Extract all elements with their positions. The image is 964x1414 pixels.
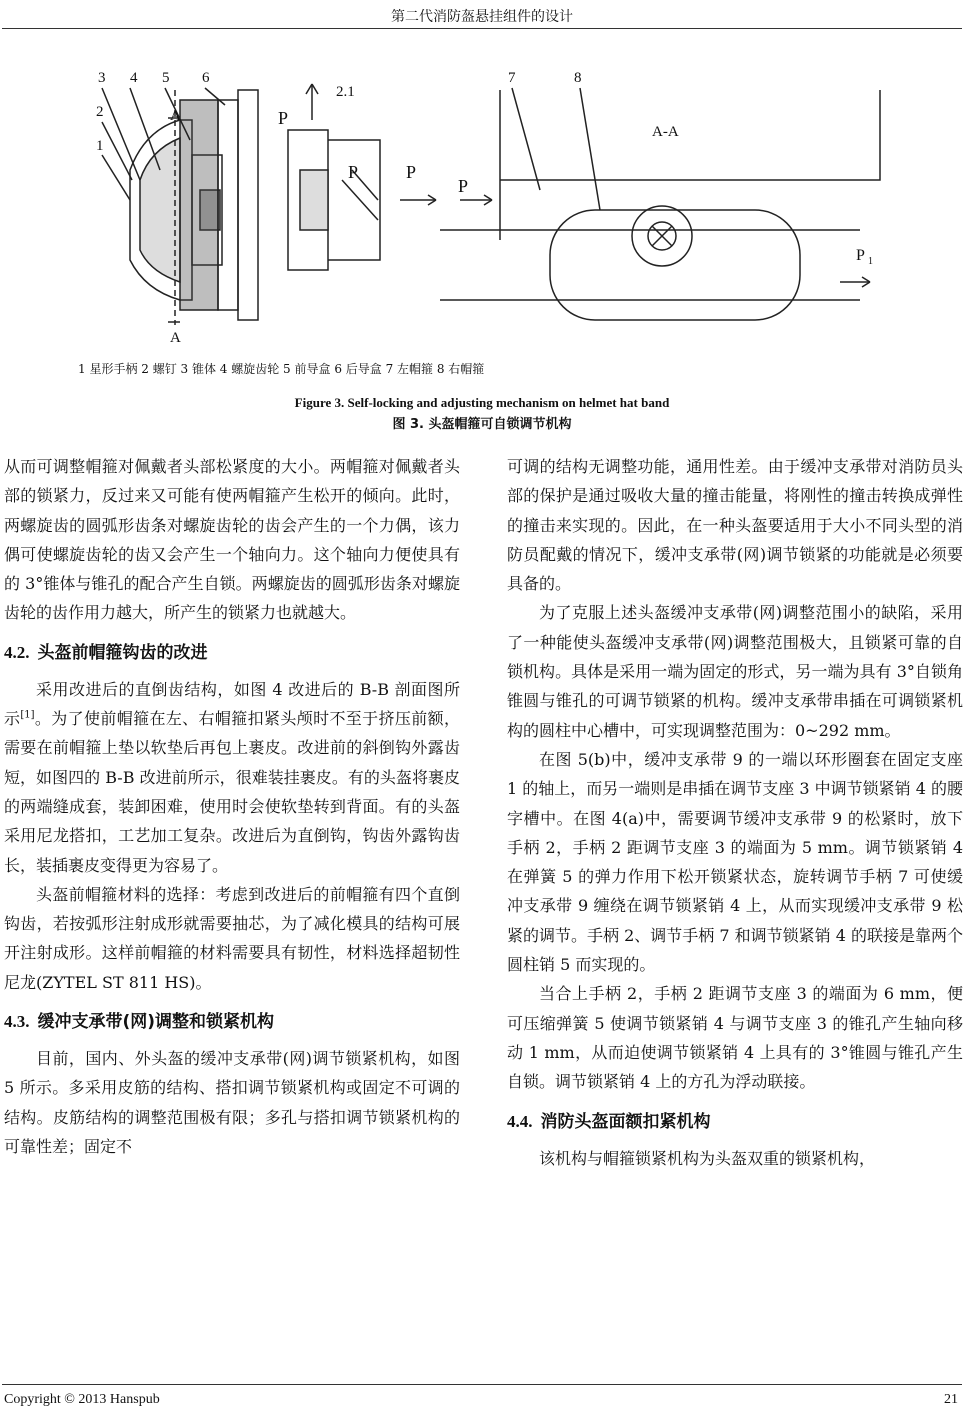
leader-7 <box>512 88 540 190</box>
middle-core <box>300 170 328 230</box>
leader-8 <box>580 88 600 210</box>
arrow-up-head-r <box>312 84 318 94</box>
figure-3 <box>60 60 920 360</box>
paragraph <box>4 675 460 880</box>
arrow-up-head-l <box>306 84 312 94</box>
label-2-1: 2.1 <box>336 84 355 100</box>
label-section-a-bottom: A <box>170 330 181 346</box>
section-heading-4-3 <box>4 1010 460 1034</box>
paragraph: 为了克服上述头盔缓冲支承带(网)调整范围小的缺陷，采用了一种能使头盔缓冲支承带(网)调整范围极大，且锁紧可靠的自锁机构。具体是采用一端为固定的形式，另一端为具有 3°自锁角锥圆与锥孔的可调节锁紧的机构。缓冲支承带串插在可调锁紧机构的圆柱中心槽中，可实现调整范围为：0~292 mm。 <box>507 603 963 740</box>
label-5: 5 <box>162 70 170 86</box>
leader-4 <box>130 88 160 170</box>
force-p-1: P <box>278 108 289 128</box>
force-p1-subscript: 1 <box>868 256 873 267</box>
label-2: 2 <box>96 104 104 120</box>
paragraph: 头盔前帽箍材料的选择：考虑到改进后的前帽箍有四个直倒钩齿，若按弧形注射成形就需要抽芯，为了减化模具的结构可展开注射成形。这样前帽箍的材料需要具有韧性，材料选择超韧性尼龙(ZYTEL ST 811 HS)。 <box>4 884 460 992</box>
section-number: 4.4. <box>507 1111 533 1131</box>
right-column <box>507 452 963 1173</box>
section-heading-4-2 <box>4 641 460 665</box>
header-rule <box>2 28 962 29</box>
left-column <box>4 452 460 1161</box>
label-3: 3 <box>98 70 106 86</box>
page-number: 21 <box>944 1392 958 1407</box>
footer-rule <box>2 1384 962 1385</box>
section-heading-4-4 <box>507 1110 963 1134</box>
copyright: Copyright © 2013 Hanspub <box>4 1392 160 1407</box>
paragraph: 在图 5(b)中，缓冲支承带 9 的一端以环形圈套在固定支座 1 的轴上，而另一端则是串插在调节支座 3 中调节锁紧销 4 的腰字槽中。在图 4(a)中，需要调节缓冲支承带 9 的松紧时，放下手柄 2，手柄 2 距调节支座 3 的端面为 5 mm。调节锁紧销 4 在弹簧 5 的弹力作用下松开锁紧状态，旋转调节手柄 7 可使缓冲支承带 9 缠绕在调节锁紧销 4 上，从而实现缓冲支承带 9 松紧的调节。手柄 2、调节手柄 7 和调节锁紧销 4 的联接是靠两个圆柱销 5 而实现的。 <box>507 749 963 975</box>
label-7: 7 <box>508 70 516 86</box>
hatch-a <box>342 180 378 220</box>
paragraph: 可调的结构无调整功能，通用性差。由于缓冲支承带对消防员头部的保护是通过吸收大量的撞击能量，将刚性的撞击转换成弹性的撞击来实现的。因此，在一种头盔要适用于大小不同头型的消防员配戴的情况下，缓冲支承带(网)调节锁紧的功能就是必须要具备的。 <box>507 457 963 594</box>
middle-bracket <box>328 140 380 260</box>
label-8: 8 <box>574 70 582 86</box>
label-section-a-top: A <box>170 108 181 124</box>
mechanism-drawing <box>60 60 920 360</box>
label-4: 4 <box>130 70 138 86</box>
cone-hatch <box>140 138 180 282</box>
force-p1: P <box>856 247 865 264</box>
label-1: 1 <box>96 138 104 154</box>
paragraph: 该机构与帽箍锁紧机构为头盔双重的锁紧机构， <box>539 1148 876 1168</box>
figure-legend: 1 星形手柄 2 螺钉 3 锥体 4 螺旋齿轮 5 前导盒 6 后导盒 7 左帽箍 8 右帽箍 <box>78 362 485 376</box>
rear-guide-box <box>238 90 258 320</box>
force-p-4: P <box>458 176 469 196</box>
running-title: 第二代消防盔悬挂组件的设计 <box>391 9 573 25</box>
figure-caption-zh: 图 3. 头盔帽箍可自锁调节机构 <box>392 417 572 432</box>
paragraph: 目前，国内、外头盔的缓冲支承带(网)调节锁紧机构，如图 5 所示。多采用皮筋的结构、搭扣调节锁紧机构或固定不可调的结构。皮筋结构的调整范围极有限；多孔与搭扣调节锁紧机构的可靠性差；固定不 <box>4 1049 460 1156</box>
section-number: 4.3. <box>4 1012 30 1032</box>
force-p-2: P <box>348 162 359 182</box>
label-section-aa: A-A <box>652 124 679 140</box>
citation-ref[interactable]: [1] <box>20 709 35 721</box>
section-title: 头盔前帽箍钩齿的改进 <box>37 642 208 663</box>
section-title: 消防头盔面额扣紧机构 <box>540 1111 711 1132</box>
force-p-3: P <box>406 162 417 182</box>
paragraph: 从而可调整帽箍对佩戴者头部松紧度的大小。两帽箍对佩戴者头部的锁紧力，反过来又可能有使两帽箍产生松开的倾向。此时，两螺旋齿的圆弧形齿条对螺旋齿轮的齿会产生的一个力偶，该力偶可使螺旋齿轮的齿又会产生一个轴向力。这个轴向力便使具有的 3°锥体与锥孔的配合产生自锁。两螺旋齿的圆弧形齿条对螺旋齿轮的齿作用力越大，所产生的锁紧力也就越大。 <box>4 457 460 623</box>
label-6: 6 <box>202 70 210 86</box>
section-title: 缓冲支承带(网)调整和锁紧机构 <box>37 1012 275 1033</box>
adjust-slot <box>550 210 800 320</box>
section-number: 4.2. <box>4 642 30 662</box>
paragraph: 当合上手柄 2，手柄 2 距调节支座 3 的端面为 6 mm，便可压缩弹簧 5 使调节锁紧销 4 与调节支座 3 的锥孔产生轴向移动 1 mm，从而迫使调节锁紧销 4 上具有的 3°锥圆与锥孔产生自锁。调节锁紧销 4 上的方孔为浮动联接。 <box>507 984 963 1092</box>
figure-caption-en: Figure 3. Self-locking and adjusting mechanism on helmet hat band <box>294 395 670 410</box>
paragraph-text: 采用改进后的直倒齿结构，如图 4 改进后的 B-B 剖面图所示 <box>4 679 460 729</box>
leader-1 <box>102 155 130 200</box>
paragraph-text: 。为了使前帽箍在左、右帽箍扣紧头颅时不至于挤压前额，需要在前帽箍上垫以软垫后再包上裹皮。改进前的斜倒钩外露齿短，如图四的 B-B 改进前所示，很难装挂裹皮。有的头盔将裹皮的两端缝成套，装卸困难，使用时会使软垫转到背面。有的头盔采用尼龙搭扣，工艺加工复杂。改进后为直倒钩，钩齿外露钩齿长，装插裹皮变得更为容易了。 <box>4 709 460 875</box>
band-top <box>500 90 880 180</box>
front-guide-box <box>218 100 238 310</box>
